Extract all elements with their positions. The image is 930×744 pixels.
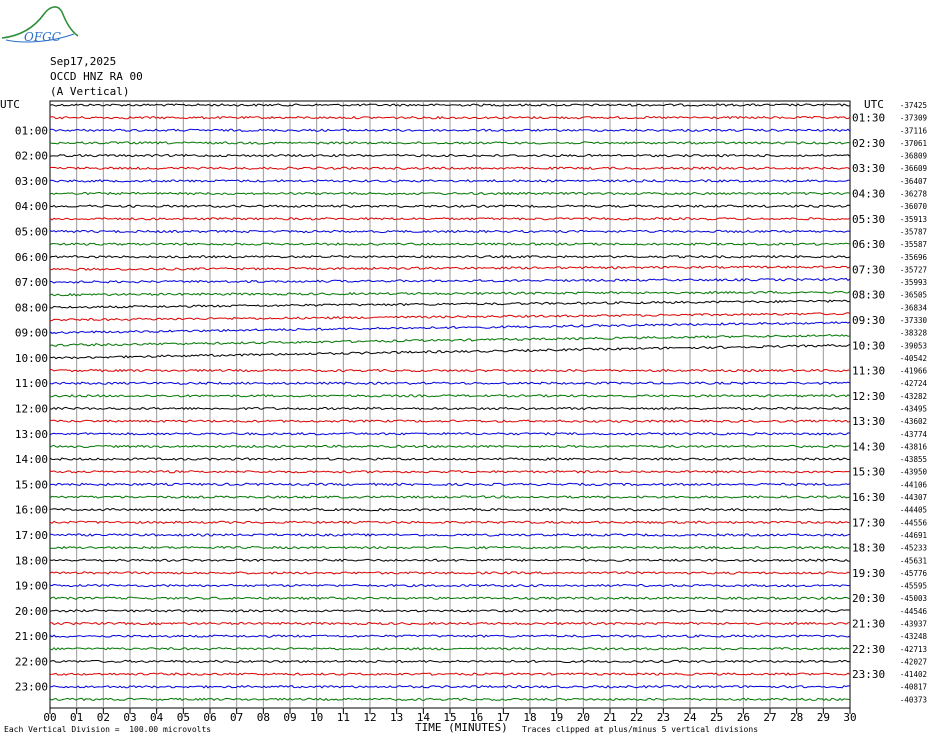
scale-note: Each Vertical Division = 100.00 microvolts <box>4 725 212 734</box>
trace-offset-label: -42724 <box>899 379 927 389</box>
left-hour-label: 19:00 <box>14 579 48 593</box>
trace-offset-label: -40542 <box>899 353 927 363</box>
right-halfhour-label: 01:30 <box>852 111 886 125</box>
trace-offset-label: -45631 <box>899 556 927 566</box>
right-halfhour-label: 03:30 <box>852 162 886 176</box>
left-hour-label: 12:00 <box>14 402 48 416</box>
trace-offset-label: -44307 <box>899 493 927 503</box>
right-halfhour-label: 15:30 <box>852 465 886 479</box>
trace-offset-label: -35913 <box>899 214 927 224</box>
right-halfhour-label: 19:30 <box>852 566 886 580</box>
x-tick-label: 06 <box>203 711 217 724</box>
right-halfhour-label: 22:30 <box>852 642 886 656</box>
trace-offset-label: -43816 <box>899 442 927 452</box>
x-tick-label: 12 <box>363 711 377 724</box>
right-halfhour-label: 08:30 <box>852 288 886 302</box>
trace-offset-label: -37309 <box>899 113 927 123</box>
trace-offset-label: -37061 <box>899 138 927 148</box>
right-halfhour-label: 14:30 <box>852 440 886 454</box>
x-tick-label: 19 <box>550 711 564 724</box>
left-hour-label: 14:00 <box>14 453 48 467</box>
logo-text: OFGC <box>24 30 61 44</box>
right-halfhour-label: 20:30 <box>852 592 886 606</box>
trace-offset-label: -43602 <box>899 417 927 427</box>
left-hour-label: 11:00 <box>14 377 48 391</box>
left-hour-label: 15:00 <box>14 478 48 492</box>
right-halfhour-label: 11:30 <box>852 364 886 378</box>
left-utc-label: UTC <box>0 98 20 111</box>
right-halfhour-label: 21:30 <box>852 617 886 631</box>
trace-offset-label: -35587 <box>899 240 927 250</box>
x-tick-label: 29 <box>816 711 830 724</box>
x-tick-label: 17 <box>496 711 510 724</box>
right-halfhour-label: 23:30 <box>852 668 886 682</box>
x-tick-label: 15 <box>443 711 457 724</box>
x-tick-label: 01 <box>70 711 84 724</box>
trace-offset-label: -36278 <box>899 189 927 199</box>
x-tick-label: 08 <box>256 711 270 724</box>
trace-offset-label: -37425 <box>899 101 927 110</box>
left-hour-label: 16:00 <box>14 503 48 517</box>
right-halfhour-label: 02:30 <box>852 136 886 150</box>
trace-offset-label: -44546 <box>899 606 927 616</box>
left-hour-label: 13:00 <box>14 427 48 441</box>
left-hour-label: 09:00 <box>14 326 48 340</box>
trace-offset-label: -37116 <box>899 126 927 136</box>
trace-offset-label: -45595 <box>899 581 927 591</box>
trace-offset-label: -35696 <box>899 252 927 262</box>
x-tick-label: 14 <box>416 711 430 724</box>
trace-offset-label: -40373 <box>899 695 927 705</box>
x-tick-label: 00 <box>43 711 57 724</box>
trace-offset-label: -36809 <box>899 151 927 161</box>
x-axis-label: TIME (MINUTES) <box>415 721 508 734</box>
trace-offset-label: -43774 <box>899 429 927 439</box>
right-halfhour-label: 06:30 <box>852 238 886 252</box>
trace-offset-label: -35727 <box>899 265 927 275</box>
x-tick-label: 10 <box>310 711 324 724</box>
trace-offset-label: -43937 <box>899 619 927 629</box>
trace-offset-label: -36505 <box>899 290 927 300</box>
recording-date: Sep17,2025 <box>50 55 117 68</box>
left-hour-label: 07:00 <box>14 276 48 290</box>
trace-offset-label: -36834 <box>899 303 927 313</box>
left-hour-label: 21:00 <box>14 630 48 644</box>
x-tick-label: 20 <box>576 711 590 724</box>
trace-offset-label: -36407 <box>899 176 927 186</box>
right-halfhour-label: 07:30 <box>852 263 886 277</box>
x-tick-label: 28 <box>790 711 804 724</box>
trace-offset-label: -43950 <box>899 467 927 477</box>
x-tick-label: 27 <box>763 711 777 724</box>
trace-offset-label: -44691 <box>899 530 927 540</box>
trace-offset-label: -42713 <box>899 644 927 654</box>
left-hour-label: 03:00 <box>14 174 48 188</box>
x-tick-label: 22 <box>630 711 644 724</box>
trace-offset-label: -44106 <box>899 480 927 490</box>
trace-offset-label: -40817 <box>899 682 927 692</box>
trace-offset-label: -45776 <box>899 568 927 578</box>
trace-offset-label: -43855 <box>899 455 927 465</box>
trace-offset-label: -44556 <box>899 518 927 528</box>
x-tick-label: 09 <box>283 711 297 724</box>
right-halfhour-label: 18:30 <box>852 541 886 555</box>
right-halfhour-label: 09:30 <box>852 313 886 327</box>
left-hour-label: 22:00 <box>14 655 48 669</box>
clip-note: Traces clipped at plus/minus 5 vertical divisions <box>522 725 759 734</box>
trace-offset-label: -43282 <box>899 391 927 401</box>
left-hour-label: 23:00 <box>14 680 48 694</box>
trace-offset-label: -35993 <box>899 278 927 288</box>
x-tick-label: 16 <box>470 711 484 724</box>
x-tick-label: 02 <box>96 711 110 724</box>
trace-offset-label: -44405 <box>899 505 927 515</box>
x-tick-label: 04 <box>150 711 164 724</box>
left-hour-label: 01:00 <box>14 124 48 138</box>
trace-offset-label: -41402 <box>899 670 927 680</box>
trace-offset-label: -43495 <box>899 404 927 414</box>
left-hour-label: 04:00 <box>14 200 48 214</box>
component-label: (A Vertical) <box>50 85 130 98</box>
right-halfhour-label: 05:30 <box>852 212 886 226</box>
trace-offset-label: -41966 <box>899 366 927 376</box>
x-tick-label: 11 <box>336 711 350 724</box>
x-tick-label: 24 <box>683 711 697 724</box>
right-halfhour-label: 12:30 <box>852 389 886 403</box>
x-tick-label: 07 <box>230 711 244 724</box>
trace-offset-label: -35787 <box>899 227 927 237</box>
x-tick-label: 05 <box>176 711 190 724</box>
x-tick-label: 18 <box>523 711 537 724</box>
left-hour-label: 20:00 <box>14 604 48 618</box>
left-hour-label: 08:00 <box>14 301 48 315</box>
right-halfhour-label: 17:30 <box>852 516 886 530</box>
trace-offset-label: -38328 <box>899 328 927 338</box>
x-tick-label: 26 <box>736 711 750 724</box>
x-tick-label: 23 <box>656 711 670 724</box>
left-hour-label: 02:00 <box>14 149 48 163</box>
x-tick-label: 13 <box>390 711 404 724</box>
trace-offset-label: -45003 <box>899 594 927 604</box>
trace-offset-label: -36609 <box>899 164 927 174</box>
trace-offset-label: -37330 <box>899 315 927 325</box>
trace-offset-label: -36070 <box>899 202 927 212</box>
trace-offset-label: -45233 <box>899 543 927 553</box>
right-halfhour-label: 13:30 <box>852 415 886 429</box>
right-halfhour-label: 04:30 <box>852 187 886 201</box>
trace-offset-label: -42027 <box>899 657 927 667</box>
right-halfhour-label: 10:30 <box>852 339 886 353</box>
x-tick-label: 25 <box>710 711 724 724</box>
left-hour-label: 10:00 <box>14 351 48 365</box>
right-utc-label: UTC <box>864 98 884 111</box>
trace-offset-label: -43248 <box>899 632 927 642</box>
station-label: OCCD HNZ RA 00 <box>50 70 143 83</box>
left-hour-label: 05:00 <box>14 225 48 239</box>
trace-offset-label: -39053 <box>899 341 927 351</box>
left-hour-label: 17:00 <box>14 528 48 542</box>
left-hour-label: 18:00 <box>14 554 48 568</box>
x-tick-label: 03 <box>123 711 137 724</box>
x-tick-label: 21 <box>603 711 617 724</box>
left-hour-label: 06:00 <box>14 250 48 264</box>
right-halfhour-label: 16:30 <box>852 491 886 505</box>
x-tick-label: 30 <box>843 711 857 724</box>
